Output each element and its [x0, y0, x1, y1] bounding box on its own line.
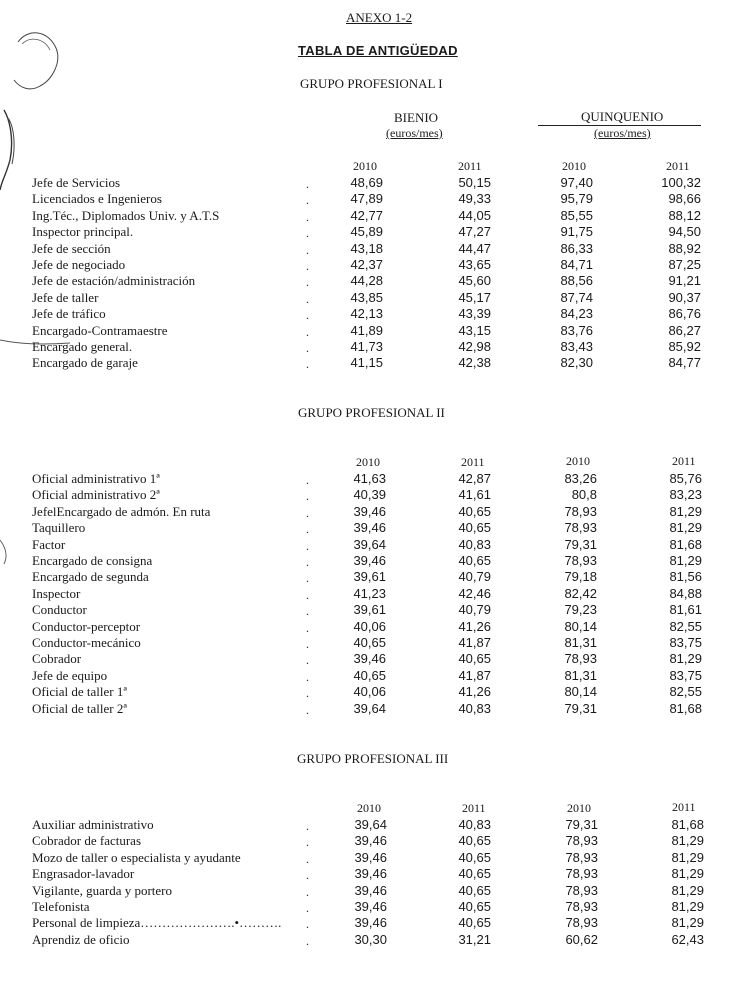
- row-value: 86,76: [668, 306, 701, 322]
- leader-dot: .: [306, 341, 309, 355]
- row-value: 45,60: [458, 273, 491, 289]
- row-label: Inspector: [32, 585, 81, 601]
- row-value: 43,65: [458, 257, 491, 272]
- row-value: 31,21: [458, 931, 491, 947]
- leader-dot: .: [306, 933, 309, 948]
- row-value: 49,33: [458, 191, 491, 207]
- leader-dot: .: [306, 473, 309, 487]
- row-value: 81,29: [669, 553, 702, 568]
- row-value: 100,32: [661, 175, 701, 190]
- leader-dot: .: [306, 868, 309, 883]
- row-value: 98,66: [668, 191, 701, 207]
- row-value: 39,46: [354, 849, 387, 865]
- row-value: 82,42: [564, 585, 597, 601]
- row-value: 85,92: [668, 339, 701, 354]
- row-label: Mozo de taller o especialista y ayudante: [32, 849, 241, 865]
- row-label: Oficial administrativo 1ª: [32, 471, 160, 486]
- row-value: 80,8: [571, 487, 597, 503]
- row-label: Encargado general.: [32, 339, 133, 354]
- year-label: 2011: [458, 159, 482, 173]
- row-value: 40,83: [458, 536, 491, 552]
- row-value: 78,93: [565, 849, 598, 865]
- year-label: 2010: [353, 159, 377, 173]
- row-value: 88,92: [668, 240, 701, 256]
- row-value: 79,23: [564, 602, 597, 618]
- row-label: Conductor-mecánico: [32, 635, 141, 650]
- row-label: Encargado de consigna: [32, 553, 153, 568]
- row-value: 78,93: [565, 915, 598, 931]
- leader-dot: .: [306, 324, 309, 339]
- row-value: 40,65: [458, 833, 491, 849]
- row-value: 40,06: [353, 618, 386, 634]
- row-value: 42,77: [350, 207, 383, 223]
- row-value: 80,14: [564, 684, 597, 700]
- row-value: 45,89: [350, 224, 383, 240]
- row-value: 42,13: [350, 306, 383, 322]
- row-value: 91,21: [668, 273, 701, 289]
- row-label: Auxiliar administrativo: [32, 817, 154, 832]
- row-value: 81,68: [669, 536, 702, 552]
- leader-dot: .: [306, 884, 309, 899]
- row-label: Jefe de equipo: [32, 667, 108, 683]
- quinquenio-unit: (euros/mes): [594, 126, 651, 140]
- row-label: Taquillero: [32, 520, 86, 536]
- row-value: 81,29: [671, 882, 704, 898]
- row-value: 41,23: [353, 585, 386, 601]
- leader-dot: .: [306, 620, 309, 635]
- row-label: Factor: [32, 536, 66, 552]
- row-value: 40,65: [458, 849, 491, 865]
- year-label: 2011: [666, 159, 690, 173]
- row-value: 39,46: [354, 882, 387, 898]
- row-value: 81,29: [669, 651, 702, 667]
- leader-dot: .: [306, 226, 309, 241]
- row-value: 84,88: [669, 585, 702, 601]
- row-value: 83,23: [669, 487, 702, 503]
- row-value: 42,46: [458, 585, 491, 601]
- row-value: 40,79: [458, 569, 491, 585]
- row-label: Inspector principal.: [32, 224, 134, 240]
- row-value: 41,87: [458, 635, 491, 650]
- leader-dot: .: [306, 291, 309, 306]
- row-value: 91,75: [560, 224, 593, 240]
- row-value: 62,43: [671, 931, 704, 947]
- row-value: 85,55: [560, 207, 593, 223]
- row-value: 50,15: [458, 175, 491, 190]
- leader-dot: .: [306, 555, 309, 569]
- row-value: 84,71: [560, 257, 593, 272]
- row-value: 40,39: [353, 487, 386, 503]
- row-value: 83,75: [669, 667, 702, 683]
- row-value: 39,61: [353, 569, 386, 585]
- row-value: 81,61: [669, 602, 702, 618]
- row-value: 42,87: [458, 471, 491, 486]
- row-value: 81,31: [564, 667, 597, 683]
- row-label: Oficial de taller 2ª: [32, 700, 127, 716]
- row-label: Jefe de tráfico: [32, 306, 106, 322]
- row-value: 44,28: [350, 273, 383, 289]
- row-value: 81,29: [671, 866, 704, 882]
- row-value: 87,74: [560, 289, 593, 305]
- row-value: 78,93: [565, 899, 598, 914]
- row-value: 40,65: [458, 520, 491, 536]
- row-value: 83,26: [564, 471, 597, 486]
- row-value: 80,14: [564, 618, 597, 634]
- row-value: 40,83: [458, 700, 491, 716]
- leader-dot: .: [306, 587, 309, 602]
- row-value: 79,31: [565, 817, 598, 832]
- row-value: 81,29: [671, 849, 704, 865]
- row-label: Conductor: [32, 602, 87, 618]
- row-label: Encargado de segunda: [32, 569, 149, 585]
- leader-dot: .: [306, 702, 309, 717]
- row-value: 78,93: [565, 866, 598, 882]
- row-value: 88,12: [668, 207, 701, 223]
- row-value: 39,46: [353, 503, 386, 519]
- page-title: TABLA DE ANTIGÜEDAD: [298, 43, 458, 58]
- leader-dot: .: [306, 571, 309, 586]
- row-value: 78,93: [565, 833, 598, 849]
- row-value: 43,18: [350, 240, 383, 256]
- leader-dot: .: [306, 209, 309, 224]
- row-value: 78,93: [564, 553, 597, 568]
- row-label: Jefe de sección: [32, 240, 111, 256]
- row-value: 42,38: [458, 355, 491, 371]
- row-value: 40,65: [458, 553, 491, 568]
- row-value: 40,79: [458, 602, 491, 618]
- row-label: Jefe de estación/administración: [32, 273, 196, 289]
- row-value: 40,65: [458, 915, 491, 931]
- leader-dot: .: [306, 819, 309, 833]
- leader-dot: .: [306, 851, 309, 866]
- row-label: JefelEncargado de admón. En ruta: [32, 503, 211, 519]
- row-label: Engrasador-lavador: [32, 866, 135, 882]
- row-value: 48,69: [350, 175, 383, 190]
- leader-dot: .: [306, 177, 309, 191]
- row-label: Ing.Téc., Diplomados Univ. y A.T.S: [32, 207, 220, 223]
- row-value: 40,83: [458, 817, 491, 832]
- row-value: 39,46: [354, 833, 387, 849]
- row-value: 85,76: [669, 471, 702, 486]
- row-value: 42,98: [458, 339, 491, 354]
- row-value: 47,89: [350, 191, 383, 207]
- row-value: 40,06: [353, 684, 386, 700]
- row-label: Vigilante, guarda y portero: [32, 882, 173, 898]
- leader-dot: .: [306, 653, 309, 668]
- leader-dot: .: [306, 357, 309, 372]
- leader-dot: .: [306, 259, 309, 273]
- row-value: 39,46: [353, 520, 386, 536]
- row-value: 39,46: [353, 553, 386, 568]
- row-label: Personal de limpieza………………….•……….: [32, 915, 282, 931]
- row-label: Cobrador de facturas: [32, 833, 142, 849]
- year-label: 2010: [567, 801, 591, 815]
- row-label: Encargado de garaje: [32, 355, 138, 371]
- row-value: 41,61: [458, 487, 491, 503]
- year-label: 2010: [357, 801, 381, 815]
- row-value: 81,68: [671, 817, 704, 832]
- year-label: 2011: [672, 800, 696, 814]
- row-value: 86,27: [668, 322, 701, 338]
- row-label: Telefonista: [32, 899, 90, 914]
- row-value: 87,25: [668, 257, 701, 272]
- row-value: 97,40: [560, 175, 593, 190]
- bienio-unit: (euros/mes): [386, 126, 443, 140]
- row-value: 39,46: [354, 899, 387, 914]
- row-value: 78,93: [564, 520, 597, 536]
- leader-dot: .: [306, 193, 309, 208]
- leader-dot: .: [306, 604, 309, 619]
- year-label: 2011: [462, 801, 486, 815]
- year-label: 2010: [562, 159, 586, 173]
- row-value: 41,15: [350, 355, 383, 371]
- leader-dot: .: [306, 242, 309, 257]
- row-value: 81,29: [671, 899, 704, 914]
- row-value: 83,43: [560, 339, 593, 354]
- row-label: Licenciados e Ingenieros: [32, 191, 162, 207]
- row-value: 39,64: [353, 536, 386, 552]
- leader-dot: .: [306, 505, 309, 520]
- row-value: 60,62: [565, 931, 598, 947]
- row-value: 81,29: [669, 503, 702, 519]
- row-value: 82,55: [669, 684, 702, 700]
- year-label: 2010: [356, 455, 380, 469]
- leader-dot: .: [306, 637, 309, 651]
- row-value: 43,85: [350, 289, 383, 305]
- row-value: 41,63: [353, 471, 386, 486]
- row-value: 40,65: [458, 899, 491, 914]
- row-value: 83,76: [560, 322, 593, 338]
- row-value: 79,18: [564, 569, 597, 585]
- leader-dot: .: [306, 522, 309, 537]
- row-value: 39,46: [354, 915, 387, 931]
- row-value: 44,05: [458, 207, 491, 223]
- row-value: 79,31: [564, 536, 597, 552]
- row-value: 81,31: [564, 635, 597, 650]
- row-value: 82,55: [669, 618, 702, 634]
- row-value: 45,17: [458, 289, 491, 305]
- row-label: Encargado-Contramaestre: [32, 322, 168, 338]
- row-value: 82,30: [560, 355, 593, 371]
- row-value: 83,75: [669, 635, 702, 650]
- group-title: GRUPO PROFESIONAL II: [298, 405, 445, 420]
- year-label: 2011: [461, 455, 485, 469]
- row-value: 40,65: [353, 635, 386, 650]
- row-value: 39,46: [354, 866, 387, 882]
- row-value: 47,27: [458, 224, 491, 240]
- leader-dot: .: [306, 275, 309, 290]
- row-value: 41,87: [458, 667, 491, 683]
- leader-dot: .: [306, 917, 309, 932]
- row-value: 39,46: [353, 651, 386, 667]
- row-value: 81,29: [671, 833, 704, 849]
- row-label: Jefe de negociado: [32, 257, 126, 272]
- leader-dot: .: [306, 538, 309, 553]
- row-value: 81,29: [671, 915, 704, 931]
- row-value: 41,73: [350, 339, 383, 354]
- row-value: 43,39: [458, 306, 491, 322]
- bienio-header: BIENIO: [394, 110, 439, 125]
- row-value: 40,65: [353, 667, 386, 683]
- row-value: 39,61: [353, 602, 386, 618]
- row-value: 78,93: [565, 882, 598, 898]
- row-value: 39,64: [353, 700, 386, 716]
- year-label: 2011: [672, 454, 696, 468]
- row-value: 41,89: [350, 322, 383, 338]
- leader-dot: .: [306, 835, 309, 850]
- leader-dot: .: [306, 308, 309, 323]
- row-value: 88,56: [560, 273, 593, 289]
- leader-dot: .: [306, 669, 309, 684]
- row-value: 81,29: [669, 520, 702, 536]
- quinquenio-header: QUINQUENIO: [581, 109, 664, 124]
- row-value: 40,65: [458, 866, 491, 882]
- row-value: 78,93: [564, 503, 597, 519]
- row-value: 30,30: [354, 931, 387, 947]
- row-label: Jefe de Servicios: [32, 175, 121, 190]
- row-value: 84,77: [668, 355, 701, 371]
- row-label: Cobrador: [32, 651, 82, 667]
- annex-label: ANEXO 1-2: [346, 10, 413, 25]
- row-value: 90,37: [668, 289, 701, 305]
- row-value: 42,37: [350, 257, 383, 272]
- row-value: 39,64: [354, 817, 387, 832]
- row-value: 43,15: [458, 322, 491, 338]
- row-value: 41,26: [458, 618, 491, 634]
- row-label: Oficial administrativo 2ª: [32, 487, 160, 503]
- leader-dot: .: [306, 686, 309, 701]
- row-label: Oficial de taller 1ª: [32, 684, 127, 700]
- year-label: 2010: [566, 454, 590, 468]
- row-value: 81,68: [669, 700, 702, 716]
- row-value: 78,93: [564, 651, 597, 667]
- row-value: 84,23: [560, 306, 593, 322]
- row-label: Aprendiz de oficio: [32, 931, 130, 947]
- row-value: 40,65: [458, 882, 491, 898]
- row-value: 94,50: [668, 224, 701, 240]
- row-value: 44,47: [458, 240, 491, 256]
- row-label: Conductor-perceptor: [32, 618, 141, 634]
- row-value: 41,26: [458, 684, 491, 700]
- row-value: 79,31: [564, 700, 597, 716]
- leader-dot: .: [306, 489, 309, 504]
- group-title: GRUPO PROFESIONAL III: [297, 751, 449, 766]
- row-value: 40,65: [458, 651, 491, 667]
- row-value: 86,33: [560, 240, 593, 256]
- leader-dot: .: [306, 901, 309, 915]
- row-value: 95,79: [560, 191, 593, 207]
- row-value: 81,56: [669, 569, 702, 585]
- row-value: 40,65: [458, 503, 491, 519]
- group-title: GRUPO PROFESIONAL I: [300, 76, 443, 91]
- row-label: Jefe de taller: [32, 289, 99, 305]
